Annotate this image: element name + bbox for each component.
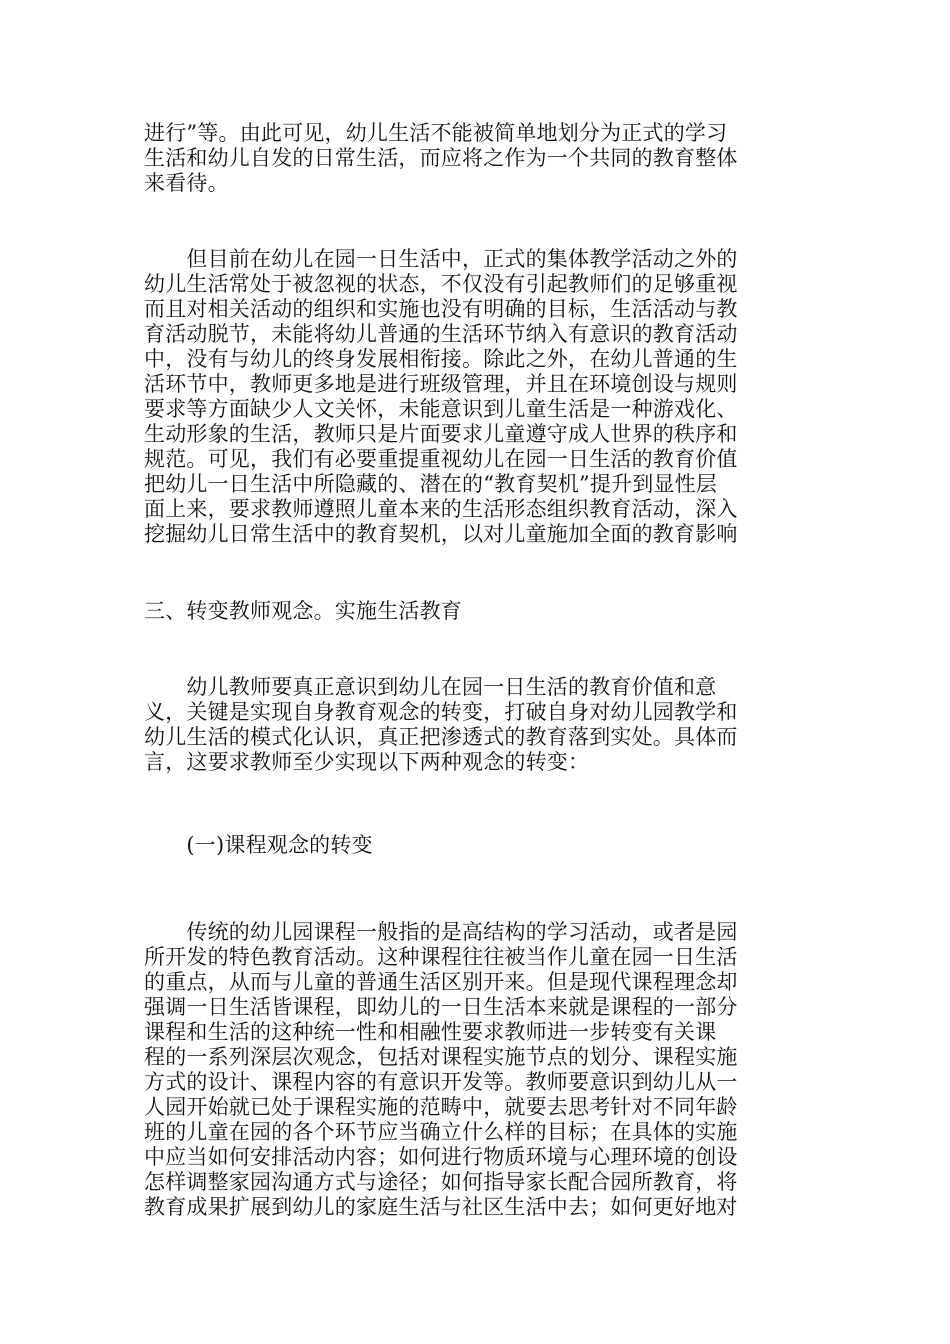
text-line: 生活和幼儿自发的日常生活，而应将之作为一个共同的教育整体 — [144, 146, 738, 170]
text-line: 班的儿童在园的各个环节应当确立什么样的目标；在具体的实施 — [144, 1120, 738, 1144]
text-line: 中应当如何安排活动内容；如何进行物质环境与心理环境的创设 — [144, 1145, 738, 1169]
text-line: 要求等方面缺少人文关怀，未能意识到儿童生活是一种游戏化、 — [144, 397, 738, 421]
paragraph-continuation — [144, 121, 806, 196]
text-line: 课程和生活的这种统一性和相融性要求教师进一步转变有关课 — [144, 1020, 717, 1044]
text-line: 来看待。 — [144, 171, 229, 195]
text-line: 所开发的特色教育活动。这种课程往往被当作儿童在园一日生活 — [144, 945, 738, 969]
text-line: 传统的幼儿园课程一般指的是高结构的学习活动，或者是园 — [144, 920, 738, 944]
text-line: 怎样调整家园沟通方式与途径；如何指导家长配合园所教育，将 — [144, 1170, 738, 1194]
text-line: 幼儿生活的模式化认识，真正把渗透式的教育落到实处。具体而 — [144, 725, 738, 749]
text-line: 挖掘幼儿日常生活中的教育契机，以对儿童施加全面的教育影响 — [144, 522, 738, 546]
text-line: 教育成果扩展到幼儿的家庭生活与社区生活中去；如何更好地对 — [144, 1195, 738, 1219]
paragraph-body — [144, 920, 806, 1220]
text-line: 生动形象的生活，教师只是片面要求儿童遵守成人世界的秩序和 — [144, 422, 738, 446]
text-line: 规范。可见，我们有必要重提重视幼儿在园一日生活的教育价值 — [144, 447, 738, 471]
text-line: 幼儿教师要真正意识到幼儿在园一日生活的教育价值和意 — [144, 675, 717, 699]
text-line: 程的一系列深层次观念，包括对课程实施节点的划分、课程实施 — [144, 1045, 738, 1069]
section-heading — [144, 599, 806, 624]
paragraph-body — [144, 247, 806, 547]
text-line: 人园开始就已处于课程实施的范畴中，就要去思考针对不同年龄 — [144, 1095, 738, 1119]
text-line: 活环节中，教师更多地是进行班级管理，并且在环境创设与规则 — [144, 372, 738, 396]
text-line: 义，关键是实现自身教育观念的转变，打破自身对幼儿园教学和 — [144, 700, 738, 724]
text-line: 育活动脱节，未能将幼儿普通的生活环节纳入有意识的教育活动 — [144, 322, 738, 346]
text-line: 进行”等。由此可见，幼儿生活不能被简单地划分为正式的学习 — [144, 121, 728, 145]
text-line: 而且对相关活动的组织和实施也没有明确的目标，生活活动与教 — [144, 297, 738, 321]
text-line: 中，没有与幼儿的终身发展相衔接。除此之外，在幼儿普通的生 — [144, 347, 738, 371]
text-line: 但目前在幼儿在园一日生活中，正式的集体教学活动之外的 — [144, 247, 738, 271]
text-line: 强调一日生活皆课程，即幼儿的一日生活本来就是课程的一部分 — [144, 995, 738, 1019]
subsection-heading — [144, 833, 806, 858]
text-line: 幼儿生活常处于被忽视的状态，不仅没有引起教师们的足够重视 — [144, 272, 738, 296]
text-line: 方式的设计、课程内容的有意识开发等。教师要意识到幼儿从一 — [144, 1070, 738, 1094]
text-line: 面上来，要求教师遵照儿童本来的生活形态组织教育活动，深入 — [144, 497, 738, 521]
text-line: 的重点，从而与儿童的普通生活区别开来。但是现代课程理念却 — [144, 970, 738, 994]
text-line: 把幼儿一日生活中所隐藏的、潜在的“教育契机”提升到显性层 — [144, 472, 718, 496]
heading-text: 三、转变教师观念。实施生活教育 — [144, 599, 462, 623]
paragraph-body — [144, 675, 806, 775]
text-line: 言，这要求教师至少实现以下两种观念的转变： — [144, 750, 590, 774]
heading-text: (一)课程观念的转变 — [144, 833, 373, 857]
